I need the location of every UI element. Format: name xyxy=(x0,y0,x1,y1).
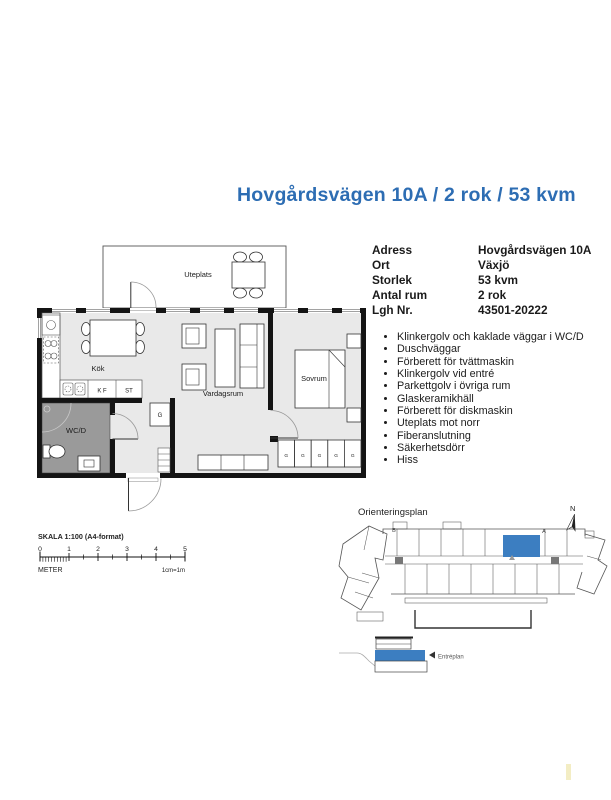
feature-item: • Fiberanslutning xyxy=(397,430,606,442)
feature-item: • Glaskeramikhäll xyxy=(397,393,606,405)
feature-item: • Förberett för diskmaskin xyxy=(397,405,606,417)
site-plan xyxy=(339,522,607,628)
wardrobe-label: G xyxy=(284,454,289,459)
entrance-door xyxy=(126,473,161,511)
feature-item: • Duschväggar xyxy=(397,343,606,355)
room-label-vardagsrum: Vardagsrum xyxy=(202,389,244,398)
patio-chair xyxy=(234,252,247,262)
info-value: 43501-20222 xyxy=(478,303,548,317)
dining-set xyxy=(82,320,145,356)
feature-item: • Klinkergolv och kaklade väggar i WC/D xyxy=(397,331,606,343)
wardrobe-label: G xyxy=(317,454,322,459)
room-label-wcd: WC/D xyxy=(66,426,86,435)
info-row xyxy=(372,243,591,258)
feature-list xyxy=(368,331,606,467)
feature-item: • Parkettgolv i övriga rum xyxy=(397,380,606,392)
patio-chair xyxy=(250,288,263,298)
room-label-uteplats: Uteplats xyxy=(184,270,212,279)
armchair xyxy=(182,364,206,390)
north-arrow-icon xyxy=(567,504,579,532)
entry-section xyxy=(339,638,464,673)
info-row xyxy=(372,288,591,303)
armchair xyxy=(182,324,206,348)
shoe-rack xyxy=(158,448,170,472)
orientation-plan xyxy=(335,498,611,700)
wardrobes xyxy=(278,440,361,467)
feature-item: • Hiss xyxy=(397,454,606,466)
svg-text:N: N xyxy=(570,504,576,513)
kitchen-counter xyxy=(60,380,142,398)
scale-tick-label: 3 xyxy=(125,546,129,553)
feature-item: • Säkerhetsdörr xyxy=(397,442,606,454)
coffee-table xyxy=(215,329,235,387)
wardrobe-label: G xyxy=(334,454,338,459)
info-label: Adress xyxy=(372,243,412,257)
scale-ruler xyxy=(40,552,185,562)
stair-label-a: A xyxy=(542,529,546,535)
orientation-title: Orienteringsplan xyxy=(358,507,428,518)
sofa xyxy=(240,324,264,388)
cleaning-closet-label: ST xyxy=(125,388,133,395)
info-row xyxy=(372,273,591,288)
entry-level-highlight xyxy=(375,650,425,661)
room-label-sovrum: Sovrum xyxy=(301,374,327,383)
entry-arrow-icon xyxy=(429,652,435,659)
stairwell xyxy=(395,557,403,564)
washbasin xyxy=(78,456,100,471)
info-label: Storlek xyxy=(372,273,412,287)
sideboard xyxy=(198,455,268,470)
info-label: Antal rum xyxy=(372,288,428,302)
info-row xyxy=(372,258,591,273)
scale-tick-label: 2 xyxy=(96,546,100,553)
scan-artifact xyxy=(566,764,571,780)
feature-item: • Uteplats mot norr xyxy=(397,417,606,429)
feature-item: • Klinkergolv vid entré xyxy=(397,368,606,380)
kitchen xyxy=(42,313,145,398)
scale-tick-label: 5 xyxy=(183,546,187,553)
info-label: Lgh Nr. xyxy=(372,303,413,317)
patio-table xyxy=(232,262,265,288)
feature-item: • Förberett för tvättmaskin xyxy=(397,356,606,368)
scale-tick-label: 4 xyxy=(154,546,158,553)
scale-title: SKALA 1:100 (A4-format) xyxy=(38,532,124,541)
info-value: Växjö xyxy=(478,258,510,272)
page-title: Hovgårdsvägen 10A / 2 rok / 53 kvm xyxy=(237,184,576,206)
entry-label: Entréplan xyxy=(438,654,464,661)
ground-line xyxy=(339,653,375,666)
room-label-kok: Kök xyxy=(91,364,105,373)
stair-label-b: B xyxy=(392,528,396,534)
scale-tick-label: 0 xyxy=(38,546,42,553)
scale-tick-label: 1 xyxy=(67,546,71,553)
dining-table xyxy=(90,320,136,356)
window-row xyxy=(52,308,360,313)
apartment-highlight xyxy=(503,535,540,557)
scale-unit: METER xyxy=(38,567,63,574)
side-window xyxy=(37,318,42,338)
info-value: 2 rok xyxy=(478,288,507,302)
wardrobe-label: G xyxy=(301,454,305,459)
info-value: Hovgårdsvägen 10A xyxy=(478,243,592,257)
patio-chair xyxy=(250,252,263,262)
courtyard-line xyxy=(415,610,531,628)
info-value: 53 kvm xyxy=(478,273,519,287)
fridge-freezer-label: K F xyxy=(97,388,107,395)
toilet xyxy=(43,445,65,458)
floor-plan xyxy=(30,240,375,520)
scale-bar xyxy=(30,528,200,574)
nightstand xyxy=(347,334,361,348)
scale-ratio: 1cm=1m xyxy=(161,568,185,574)
nightstand xyxy=(347,408,361,422)
wardrobe-label: G xyxy=(350,454,355,459)
info-table xyxy=(372,243,591,318)
closet-label: G xyxy=(157,413,163,419)
info-label: Ort xyxy=(372,258,390,272)
info-row xyxy=(372,303,591,318)
stairwell xyxy=(551,557,559,564)
patio-chair xyxy=(234,288,247,298)
